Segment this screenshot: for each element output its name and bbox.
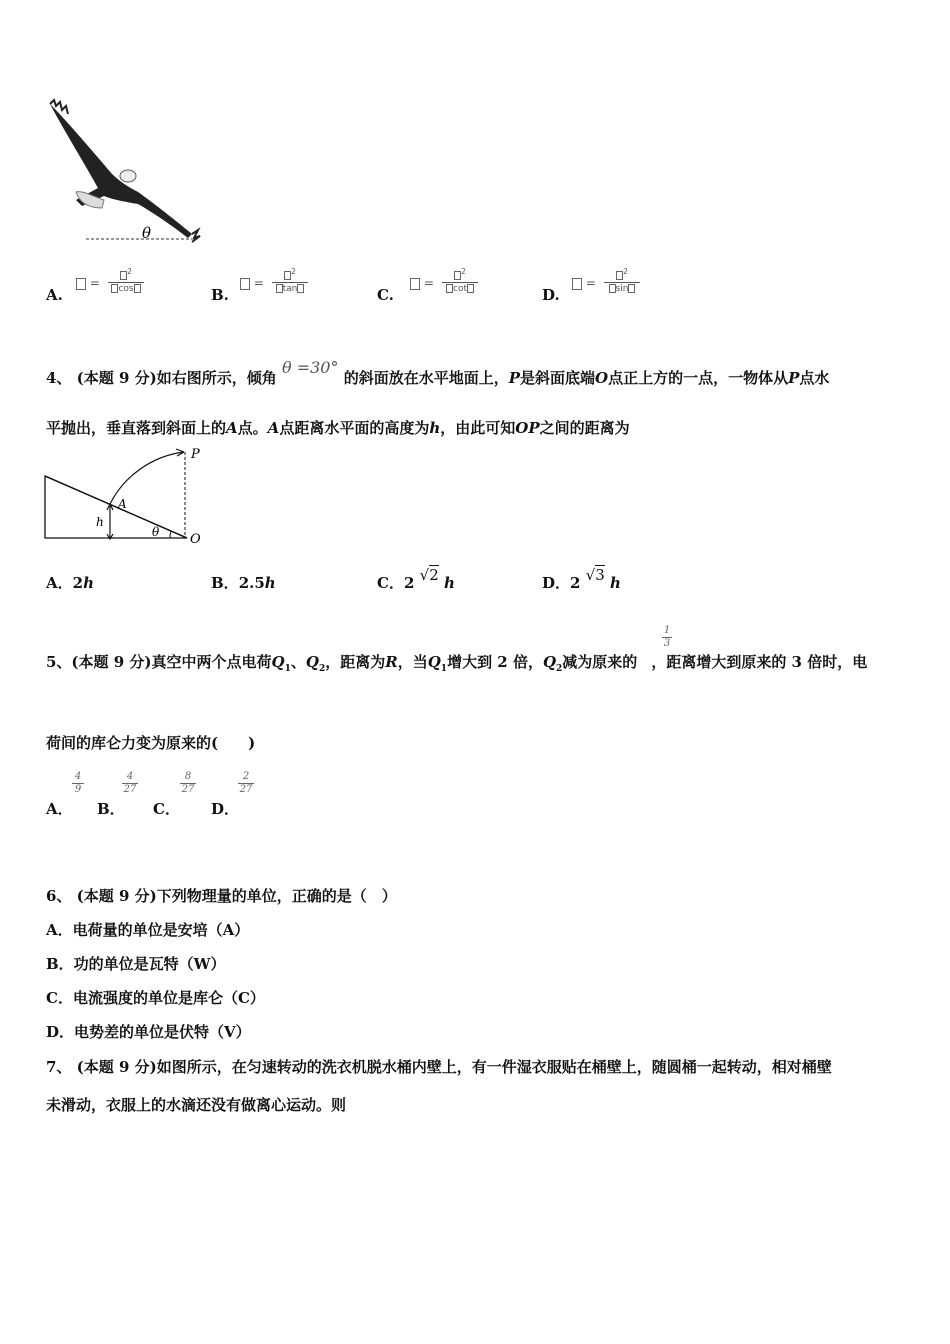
eagle-figure [42,96,202,246]
q3-option-a-fraction: $^2$ cos [108,268,144,294]
q4-option-d[interactable]: D．2 √3 h [542,566,621,592]
q6-stem: 6、 (本题 9 分)下列物理量的单位，正确的是（ ） [46,887,397,905]
q6-option-b[interactable]: B．功的单位是瓦特（W） [46,955,226,973]
theta-label: θ [142,224,152,242]
eagle-icon [50,100,200,242]
q5-option-c-label[interactable]: C． [153,800,180,818]
q5-stem-line1: 5、(本题 9 分)真空中两个点电荷$Q_1$、$Q_2$，距离为R，当$Q_1$增大到 2 倍，$Q_2$减为原来的 ，距离增大到原来的 3 倍时，电 [46,653,868,674]
q5-option-a-fraction: 4 9 [72,772,84,795]
q4-angle: θ =30° [281,358,339,377]
q5-option-d-label[interactable]: D． [211,800,240,818]
q4-option-c[interactable]: C．2 √2 h [377,566,455,592]
q3-option-d-label[interactable]: D. [542,286,560,304]
fig-label-h: h [96,515,104,529]
q3-option-a-label[interactable]: A. [46,286,63,304]
fig-label-a: A [118,497,127,511]
q6-option-a[interactable]: A．电荷量的单位是安培（A） [46,921,250,939]
q5-option-d-fraction: 2 27 [239,771,253,795]
q3-option-a-formula: = [76,276,100,290]
q3-option-b-fraction: $^2$ tan [272,268,308,294]
q5-stem-line2: 荷间的库仑力变为原来的( ) [46,734,256,752]
q6-option-d[interactable]: D．电势差的单位是伏特（V） [46,1023,251,1041]
q4-option-b[interactable]: B．2.5h [211,574,276,592]
q5-fraction-one-third: 1 3 [663,625,671,649]
q5-option-b-label[interactable]: B． [97,800,125,818]
q4-stem-line1: 4、 (本题 9 分)如右图所示，倾角 θ =30° 的斜面放在水平地面上，P是斜面底端O点正上方的一点，一物体从P点水 [46,358,830,387]
q6-option-c[interactable]: C．电流强度的单位是库仑（C） [46,989,265,1007]
q3-option-c-label[interactable]: C. [377,286,394,304]
q5-option-b-fraction: 4 27 [123,771,137,795]
q4-option-a[interactable]: A．2h [46,574,94,592]
q4-stem-line2: 平抛出，垂直落到斜面上的A点。A点距离水平面的高度为h，由此可知OP之间的距离为 [46,419,630,437]
q5-option-a-label[interactable]: A． [46,800,73,818]
q3-option-b-label[interactable]: B. [211,286,229,304]
q7-stem-line1: 7、 (本题 9 分)如图所示，在匀速转动的洗衣机脱水桶内壁上，有一件湿衣服贴在桶壁上，随圆桶一起转动，相对桶壁 [46,1058,832,1076]
fig-label-p: P [191,447,200,462]
q3-option-c-fraction: $^2$ cot [442,268,478,294]
q5-option-c-fraction: 8 27 [181,771,195,795]
q3-option-c-formula: = [410,276,434,290]
fig-label-o: O [190,532,201,547]
q3-option-d-formula: = [572,276,596,290]
q7-stem-line2: 未滑动，衣服上的水滴还没有做离心运动。则 [46,1096,347,1114]
q3-option-b-formula: = [240,276,264,290]
q3-option-d-fraction: $^2$ sin [604,268,640,294]
fig-label-theta: θ [152,525,160,539]
q4-incline-figure [42,446,212,550]
